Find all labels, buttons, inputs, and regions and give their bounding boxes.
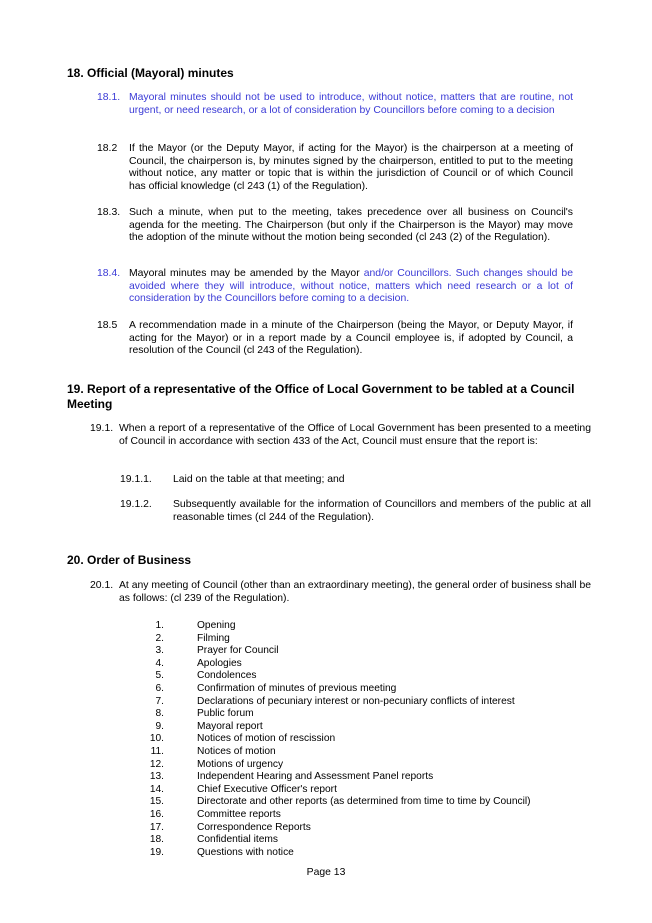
list-item: Opening	[197, 620, 236, 631]
clause-18-1-text: Mayoral minutes should not be used to introduce, without notice, matters that are routine, not urgent, or need research, or a lot of consideration by Councillors before coming to a decision	[129, 92, 573, 116]
section-20-heading: 20. Order of Business	[67, 553, 192, 567]
clause-20-1-text: At any meeting of Council (other than an extraordinary meeting), the general order of business shall be as follows: (cl 239 of the Regulation).	[119, 580, 591, 604]
list-item-number: 4.	[155, 657, 164, 669]
list-item-number: 12.	[149, 758, 164, 770]
list-item-number: 17.	[149, 821, 164, 833]
list-item: Chief Executive Officer's report	[197, 783, 337, 795]
clause-18-5-number: 18.5	[97, 320, 118, 331]
list-item: Questions with notice	[197, 846, 294, 858]
list-item-number: 11.	[150, 746, 164, 757]
clause-18-4-number: 18.4.	[97, 268, 121, 279]
list-item: Mayoral report	[197, 720, 263, 732]
list-item-number: 13.	[149, 771, 164, 783]
clause-18-4-original-text: Mayoral minutes may be amended by the Mayor	[129, 268, 364, 279]
list-item: Declarations of pecuniary interest or non-pecuniary conflicts of interest	[197, 695, 515, 707]
list-item-number: 19.	[149, 846, 164, 858]
list-item: Directorate and other reports (as determined from time to time by Council)	[197, 796, 531, 808]
list-item: Apologies	[197, 657, 242, 669]
clause-18-4-amended-text: and/or Councillors. Such changes should be avoided where they will introduce, without notice, matters which need research or a lot of consideration by the Councillors before coming to a decision.	[129, 268, 573, 305]
list-item: Public forum	[197, 708, 254, 720]
clause-18-1-number: 18.1.	[97, 92, 121, 103]
list-item-number: 16.	[149, 809, 164, 820]
list-item-number: 14.	[149, 783, 164, 795]
list-item: Motions of urgency	[197, 758, 284, 770]
list-item-number: 3.	[155, 645, 164, 657]
clause-18-3-number: 18.3.	[97, 207, 121, 218]
list-item: Correspondence Reports	[197, 821, 311, 833]
clause-18-4-text	[129, 268, 573, 306]
list-item-number: 10.	[149, 733, 164, 745]
list-item-number: 8.	[155, 708, 164, 720]
list-item: Confirmation of minutes of previous meeting	[197, 683, 397, 694]
list-item-number: 18.	[149, 834, 164, 846]
clause-18-3-text: Such a minute, when put to the meeting, takes precedence over all business on Council's agenda for the meeting. The Chairperson (but only if the Chairperson is the Mayor) may move the adoption of the minute without the motion being seconded (cl 243 (2) of the Regulation).	[129, 207, 573, 244]
list-item: Notices of motion of rescission	[197, 733, 336, 745]
clause-18-5-text: A recommendation made in a minute of the Chairperson (being the Mayor, or Deputy Mayor, if acting for the Mayor) or in a report made by a Council employee is, if adopted by Council, a resolution of the Council (cl 243 of the Regulation).	[129, 320, 573, 357]
list-item-number: 6.	[155, 683, 164, 694]
list-item: Notices of motion	[197, 746, 276, 757]
list-item-number: 7.	[155, 695, 164, 707]
list-item: Condolences	[197, 670, 257, 682]
list-item-number: 15.	[149, 796, 164, 808]
section-19-heading: 19. Report of a representative of the Office of Local Government to be tabled at a Council Meeting	[67, 382, 575, 411]
list-item-number: 5.	[155, 670, 164, 682]
list-item: Prayer for Council	[197, 645, 279, 657]
clause-18-2-text: If the Mayor (or the Deputy Mayor, if acting for the Mayor) is the chairperson at a meeting of Council, the chairperson is, by minutes signed by the chairperson, entitled to put to the meeting without notice, any matter or topic that is within the jurisdiction of Council or of which Council has official knowledge (cl 243 (1) of the Regulation).	[129, 143, 573, 192]
list-item: Confidential items	[197, 834, 278, 846]
list-item-number: 2.	[155, 632, 164, 644]
clause-19-1-number: 19.1.	[90, 423, 114, 434]
clause-19-1-text: When a report of a representative of the Office of Local Government has been presented to a meeting of Council in accordance with section 433 of the Act, Council must ensure that the report is:	[119, 423, 591, 447]
list-item: Independent Hearing and Assessment Panel reports	[197, 771, 434, 783]
clause-19-1-1-text: Laid on the table at that meeting; and	[173, 474, 345, 485]
clause-19-1-2-text: Subsequently available for the information of Councillors and members of the public at all reasonable times (cl 244 of the Regulation).	[173, 499, 591, 523]
clause-19-1-2-number: 19.1.2.	[120, 499, 152, 510]
clause-18-2-number: 18.2	[97, 143, 118, 154]
clause-19-1-1-number: 19.1.1.	[120, 474, 152, 485]
section-18-heading: 18. Official (Mayoral) minutes	[67, 66, 234, 80]
list-item: Committee reports	[197, 809, 281, 820]
list-item-number: 9.	[155, 720, 164, 732]
list-item: Filming	[197, 632, 230, 644]
page-number: Page 13	[306, 867, 346, 878]
list-item-number: 1.	[155, 620, 164, 631]
clause-20-1-number: 20.1.	[90, 580, 114, 591]
